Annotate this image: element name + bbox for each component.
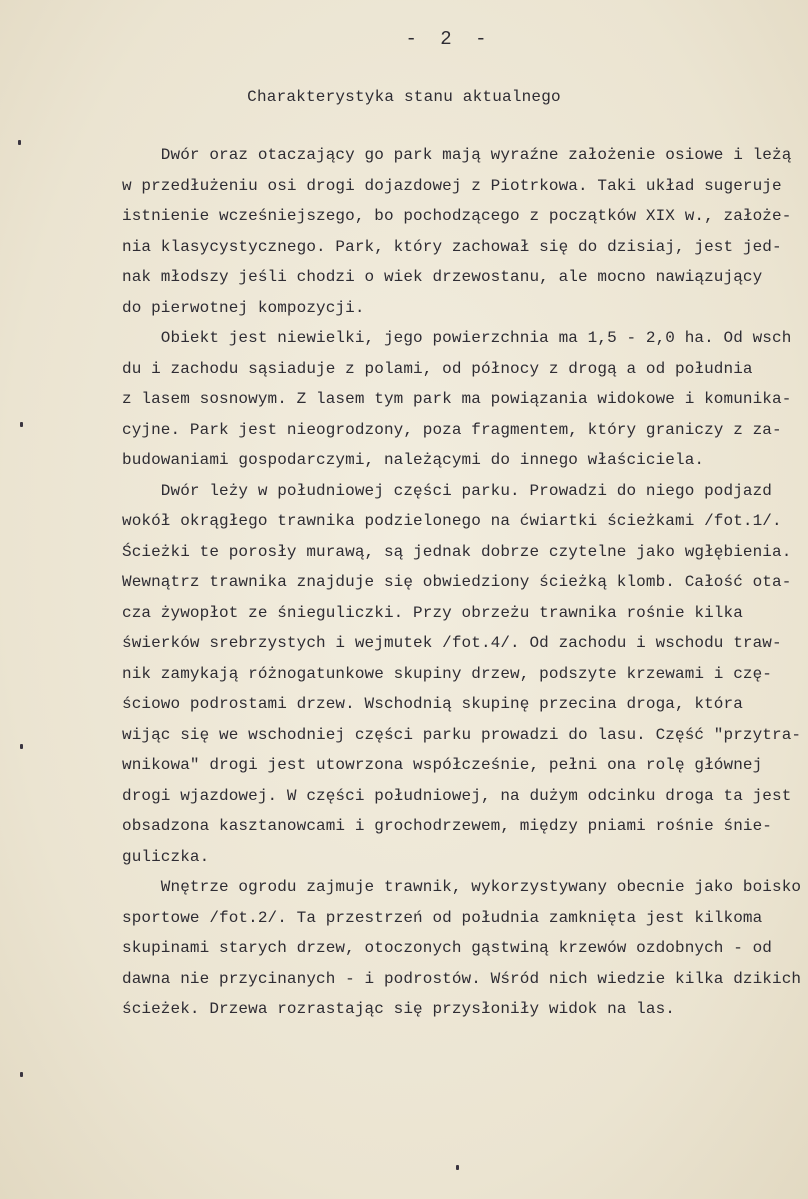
margin-speck <box>20 422 23 427</box>
margin-speck <box>456 1165 459 1170</box>
text-line: dawna nie przycinanych - i podrostów. Wśród nich wiedzie kilka dzikich <box>122 969 802 988</box>
text-line: w przedłużeniu osi drogi dojazdowej z Piotrkowa. Taki układ sugeruje <box>122 176 782 195</box>
margin-speck <box>18 140 21 145</box>
margin-speck <box>20 744 23 749</box>
paragraph-3 <box>122 476 802 873</box>
paragraph-4 <box>122 872 802 1025</box>
text-line: guliczka. <box>122 847 210 866</box>
text-line: świerków srebrzystych i wejmutek /fot.4/. Od zachodu i wschodu traw- <box>122 634 782 652</box>
text-line: z lasem sosnowym. Z lasem tym park ma powiązania widokowe i komunika- <box>122 390 792 408</box>
paragraph-2 <box>122 323 802 476</box>
text-line: budowaniami gospodarczymi, należącymi do innego właściciela. <box>122 451 705 469</box>
text-line: wijąc się we wschodniej części parku prowadzi do lasu. Część "przytra- <box>122 725 802 744</box>
text-line: ścieżek. Drzewa rozrastając się przysłoniły widok na las. <box>122 1000 675 1018</box>
text-line: cza żywopłot ze śnieguliczki. Przy obrzeżu trawnika rośnie kilka <box>122 603 743 622</box>
text-line: Ścieżki te porosły murawą, są jednak dobrze czytelne jako wgłębienia. <box>122 542 792 561</box>
text-line: nia klasycystycznego. Park, który zachował się do dzisiaj, jest jed- <box>122 237 782 256</box>
text-line: sportowe /fot.2/. Ta przestrzeń od południa zamknięta jest kilkoma <box>122 908 763 927</box>
page-number: - 2 - <box>405 28 493 50</box>
text-line: Wewnątrz trawnika znajduje się obwiedziony ścieżką klomb. Całość ota- <box>122 573 792 591</box>
text-line: Dwór oraz otaczający go park mają wyraźne założenie osiowe i leżą <box>122 146 792 164</box>
text-line: Dwór leży w południowej części parku. Prowadzi do niego podjazd <box>122 481 773 500</box>
page-heading: Charakterystyka stanu aktualnego <box>247 88 561 106</box>
text-line: istnienie wcześniejszego, bo pochodzącego z początków XIX w., założe- <box>122 207 792 225</box>
text-line: wokół okrągłego trawnika podzielonego na ćwiartki ścieżkami /fot.1/. <box>122 512 782 530</box>
margin-speck <box>20 1072 23 1077</box>
text-line: nik zamykają różnogatunkowe skupiny drzew, podszyte krzewami i czę- <box>122 664 773 683</box>
text-line: Obiekt jest niewielki, jego powierzchnia ma 1,5 - 2,0 ha. Od wsch <box>122 329 792 347</box>
text-line: wnikowa" drogi jest utowrzona współcześnie, pełni ona rolę głównej <box>122 756 763 774</box>
text-line: obsadzona kasztanowcami i grochodrzewem, między pniami rośnie śnie- <box>122 817 773 835</box>
text-line: cyjne. Park jest nieogrodzony, poza fragmentem, który graniczy z za- <box>122 420 782 439</box>
text-line: nak młodszy jeśli chodzi o wiek drzewostanu, ale mocno nawiązujący <box>122 268 763 286</box>
text-line: skupinami starych drzew, otoczonych gąstwiną krzewów ozdobnych - od <box>122 939 773 957</box>
text-line: du i zachodu sąsiaduje z polami, od północy z drogą a od południa <box>122 359 753 378</box>
text-line: do pierwotnej kompozycji. <box>122 298 365 317</box>
body-text <box>122 140 802 1025</box>
text-line: Wnętrze ogrodu zajmuje trawnik, wykorzystywany obecnie jako boisko <box>122 878 802 896</box>
paragraph-1 <box>122 140 802 323</box>
text-line: drogi wjazdowej. W części południowej, na dużym odcinku droga ta jest <box>122 786 792 805</box>
text-line: ściowo podrostami drzew. Wschodnią skupinę przecina droga, która <box>122 695 743 713</box>
